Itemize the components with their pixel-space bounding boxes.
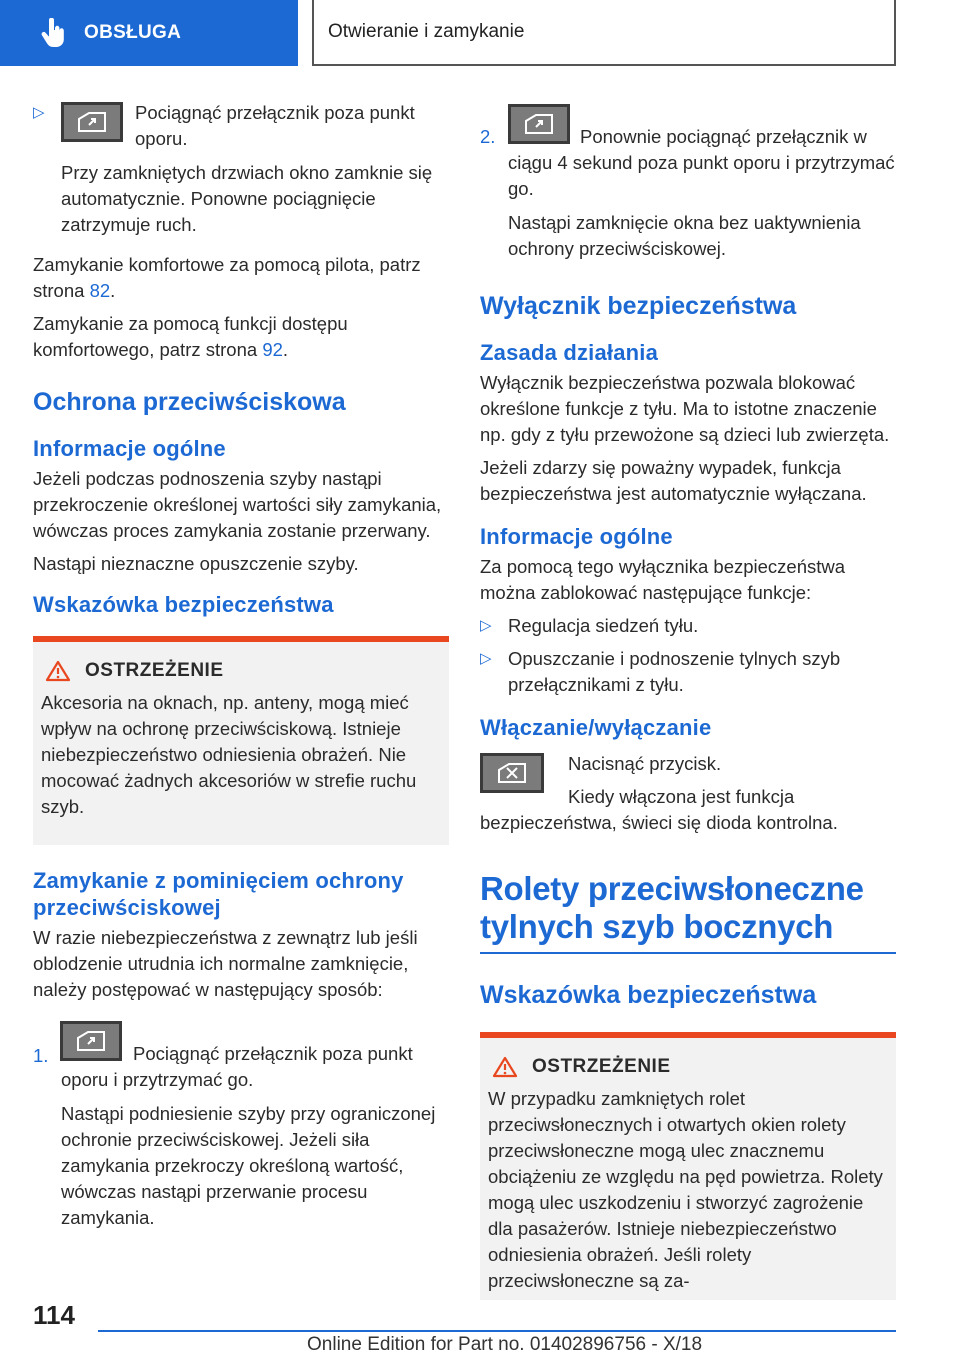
bullet1-text: Przy zamkniętych drzwiach okno zamknie się automatycznie. Ponowne pociągnięcie zatrzymuje ruch. bbox=[61, 162, 433, 235]
triangle-bullet-icon: ▷ bbox=[480, 617, 492, 634]
led-text: Kiedy włączona jest funkcja bezpieczeństwa, świeci się dioda kontrolna. bbox=[480, 786, 838, 833]
list-item bbox=[33, 100, 449, 245]
triangle-bullet-icon: ▷ bbox=[480, 650, 492, 667]
list-item-text: Opuszczanie i podnoszenie tylnych szyb przełącznikami z tyłu. bbox=[508, 648, 841, 695]
heading-safety-switch: Wyłącznik bezpieczeństwa bbox=[480, 292, 797, 320]
principle-paragraph-1: Wyłącznik bezpieczeństwa pozwala blokować określone funkcje z tyłu. Ma to istotne znaczenie np. gdy z tyłu przewożone są dzieci lub zwierzęta. bbox=[480, 372, 890, 445]
hand-pointer-icon bbox=[40, 18, 66, 48]
step2-line-text: Ponownie pociągnąć przełącznik w ciągu 4 sekund poza punkt oporu i przytrzymać go. bbox=[508, 126, 895, 199]
page-link-82[interactable]: 82 bbox=[89, 280, 111, 301]
chapter-tab bbox=[312, 0, 896, 66]
section-tab bbox=[0, 0, 298, 66]
warning-text: W przypadku zamkniętych rolet przeciwsłonecznych i otwartych okien rolety przeciwsłoneczne mogą ulec znacznemu obciążeniu ze względu na pęd powietrza. Rolety mogą ulec uszkodzeniu i stworzyć zagrożenie dla pasażerów. Istnieje niebezpieczeństwo odniesienia obrażeń. Jeśli rolety przeciwsłoneczne są za- bbox=[488, 1088, 883, 1291]
bypass-paragraph: W razie niebezpieczeństwa z zewnątrz lub jeśli oblodzenie utrudnia ich normalne zamknięcie, należy postępować w następujący sposób: bbox=[33, 927, 418, 1000]
warning-text: Akcesoria na oknach, np. anteny, mogą mieć wpływ na ochronę przeciwściskową. Istnieje niebezpieczeństwo odniesienia obrażeń. Nie mocować żadnych akcesoriów w strefie ruchu szyb. bbox=[41, 692, 417, 817]
list-item bbox=[480, 100, 896, 269]
heading-general-info-right: Informacje ogólne bbox=[480, 524, 673, 549]
warning-triangle-icon bbox=[492, 1056, 518, 1078]
heading-on-off: Włączanie/wyłączanie bbox=[480, 715, 712, 740]
triangle-bullet-icon: ▷ bbox=[33, 104, 45, 121]
press-paragraph: Nacisnąć przycisk. bbox=[568, 753, 722, 774]
edition-text: Online Edition for Part no. 01402896756 - X/18 bbox=[307, 1334, 703, 1355]
step-number: 1. bbox=[33, 1045, 49, 1066]
warning-title: OSTRZEŻENIE bbox=[85, 660, 224, 681]
access-post: . bbox=[282, 339, 289, 360]
step-number: 2. bbox=[480, 126, 496, 147]
warning-title: OSTRZEŻENIE bbox=[532, 1056, 671, 1077]
heading-safety-note: Wskazówka bezpieczeństwa bbox=[33, 592, 334, 617]
window-switch-icon bbox=[61, 102, 123, 142]
step1-line-text: Pociągnąć przełącznik poza punkt oporu i przytrzymać go. bbox=[61, 1043, 413, 1090]
page-number: 114 bbox=[33, 1300, 75, 1330]
general-paragraph: Za pomocą tego wyłącznika bezpieczeństwa można zablokować następujące funkcje: bbox=[480, 556, 846, 603]
window-switch-icon bbox=[60, 1021, 122, 1061]
list-item bbox=[480, 646, 896, 698]
warning-box bbox=[33, 636, 449, 845]
chapter-label: Otwieranie i zamykanie bbox=[328, 21, 525, 42]
bullet1-line: Pociągnąć przełącznik poza punkt oporu. bbox=[135, 102, 415, 149]
window-lock-switch-icon bbox=[480, 753, 544, 793]
access-text: Zamykanie za pomocą funkcji dostępu komfortowego, patrz strona bbox=[33, 313, 348, 360]
list-item bbox=[480, 613, 896, 639]
section-label: OBSŁUGA bbox=[84, 22, 182, 43]
heading-sun-blinds: Rolety przeciwsłoneczne tylnych szyb bocznych bbox=[480, 870, 896, 954]
general-paragraph-2: Nastąpi nieznaczne opuszczenie szyby. bbox=[33, 553, 359, 574]
principle-paragraph-2: Jeżeli zdarzy się poważny wypadek, funkcja bezpieczeństwa jest automatycznie wyłączana. bbox=[480, 457, 867, 504]
warning-triangle-icon bbox=[45, 660, 71, 682]
left-column bbox=[33, 100, 449, 1245]
heading-bypass-closing: Zamykanie z pominięciem ochrony przeciwściskowej bbox=[33, 868, 404, 920]
page-link-92[interactable]: 92 bbox=[262, 339, 283, 360]
general-paragraph-1: Jeżeli podczas podnoszenia szyby nastąpi przekroczenie określonej wartości siły zamykania, wówczas proces zamykania zostanie przerwany. bbox=[33, 468, 442, 541]
page-header bbox=[0, 0, 960, 66]
heading-safety-note-right: Wskazówka bezpieczeństwa bbox=[480, 981, 817, 1009]
list-item bbox=[33, 1023, 449, 1238]
list-item-text: Regulacja siedzeń tyłu. bbox=[508, 615, 699, 636]
press-button-block bbox=[480, 751, 896, 836]
heading-pinch-protection: Ochrona przeciwściskowa bbox=[33, 388, 346, 416]
remote-paragraph bbox=[33, 252, 449, 304]
window-switch-icon bbox=[508, 104, 570, 144]
warning-box-right bbox=[480, 1032, 896, 1300]
access-paragraph bbox=[33, 311, 449, 363]
step2-text: Nastąpi zamknięcie okna bez uaktywnienia ochrony przeciwściskowej. bbox=[508, 212, 861, 259]
remote-text: Zamykanie komfortowe za pomocą pilota, patrz strona bbox=[33, 254, 421, 301]
step1-text: Nastąpi podniesienie szyby przy ograniczonej ochronie przeciwściskowej. Jeżeli siła zamykania przekroczy określoną wartość, wówczas nastąpi przerwanie procesu zamykania. bbox=[61, 1103, 436, 1228]
remote-post: . bbox=[110, 280, 116, 301]
footer-divider bbox=[98, 1330, 896, 1332]
right-column bbox=[480, 100, 896, 1322]
heading-principle: Zasada działania bbox=[480, 340, 659, 365]
heading-general-info: Informacje ogólne bbox=[33, 436, 226, 461]
